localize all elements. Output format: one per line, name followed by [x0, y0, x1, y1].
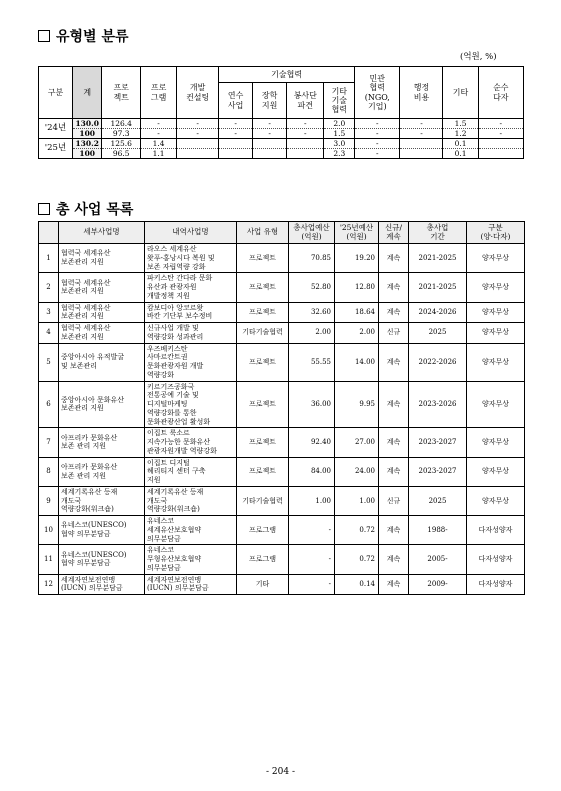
- header-tech-cooperation: 기술협력: [219, 67, 355, 83]
- value-cell: -: [219, 119, 253, 129]
- budget-2025-cell: 18.64: [335, 302, 379, 323]
- row-number-cell: 9: [39, 486, 59, 515]
- header-volunteer: 봉사단 파견: [287, 83, 324, 119]
- inner-project-name-cell: 캄보디아 앙코르왓 바칸 기단부 보수정비: [145, 302, 237, 323]
- sub-project-name-cell: 중앙아시아 문화유산 보존관리 지원: [59, 381, 145, 428]
- project-type-cell: 프로젝트: [237, 302, 289, 323]
- project-type-cell: 프로젝트: [237, 273, 289, 302]
- value-cell: 1.5: [324, 129, 355, 139]
- row-number-cell: 4: [39, 323, 59, 344]
- header-civil: 민관 협력 (NGO, 기업): [355, 67, 400, 119]
- header-no: [39, 222, 59, 244]
- header-other: 기타: [443, 67, 478, 119]
- total-budget-cell: -: [289, 574, 335, 595]
- budget-2025-cell: 14.00: [335, 343, 379, 381]
- row-number-cell: 7: [39, 428, 59, 457]
- classification-table: [38, 66, 524, 159]
- project-type-cell: 기타기술협력: [237, 486, 289, 515]
- section2-title-text: 총 사업 목록: [56, 202, 134, 218]
- value-cell: 96.5: [102, 149, 141, 159]
- inner-project-name-cell: 세계자연보전연맹 (IUCN) 의무분담금: [145, 574, 237, 595]
- status-cell: 계속: [379, 574, 409, 595]
- unit-label: (억원, %): [460, 52, 497, 62]
- project-type-cell: 프로그램: [237, 545, 289, 574]
- checkbox-square-icon: [38, 203, 50, 215]
- header-gubun: 구분: [39, 67, 73, 119]
- budget-2025-cell: 0.14: [335, 574, 379, 595]
- value-cell: -: [177, 129, 219, 139]
- project-type-cell: 프로젝트: [237, 381, 289, 428]
- row-number-cell: 3: [39, 302, 59, 323]
- budget-2025-cell: 12.80: [335, 273, 379, 302]
- table-row: [39, 244, 525, 273]
- table-row: [39, 486, 525, 515]
- value-cell: [177, 139, 219, 149]
- header-inner-project: 내역사업명: [145, 222, 237, 244]
- table-row: [39, 343, 525, 381]
- table-row: [39, 574, 525, 595]
- value-cell: -: [253, 119, 287, 129]
- budget-2025-cell: 24.00: [335, 457, 379, 486]
- project-type-cell: 프로젝트: [237, 244, 289, 273]
- total-budget-cell: 52.80: [289, 273, 335, 302]
- checkbox-square-icon: [38, 30, 50, 42]
- kind-cell: 다자성양자: [467, 574, 525, 595]
- header-sub-project: 세부사업명: [59, 222, 145, 244]
- kind-cell: 다자성양자: [467, 545, 525, 574]
- kind-cell: 양자무상: [467, 244, 525, 273]
- total-budget-cell: -: [289, 516, 335, 545]
- kind-cell: 양자무상: [467, 381, 525, 428]
- project-type-cell: 프로그램: [237, 516, 289, 545]
- sub-project-name-cell: 협력국 세계유산 보존관리 지원: [59, 244, 145, 273]
- value-cell: 1.4: [140, 139, 176, 149]
- value-cell: -: [355, 129, 400, 139]
- value-cell: 1.1: [140, 149, 176, 159]
- total-cell: 100: [72, 129, 101, 139]
- period-cell: 2021-2025: [409, 244, 467, 273]
- table-row: [39, 381, 525, 428]
- section2-title: [38, 199, 133, 219]
- project-type-cell: 프로젝트: [237, 343, 289, 381]
- value-cell: 2.3: [324, 149, 355, 159]
- total-cell: 100: [72, 149, 101, 159]
- row-number-cell: 12: [39, 574, 59, 595]
- header-budget-2025: '25년예산 (억원): [335, 222, 379, 244]
- inner-project-name-cell: 신규사업 개발 및 역량강화 성과관리: [145, 323, 237, 344]
- inner-project-name-cell: 라오스 세계유산 왓푸-홍낭시다 복원 및 보존 자립역량 강화: [145, 244, 237, 273]
- status-cell: 계속: [379, 545, 409, 574]
- table-row: [39, 428, 525, 457]
- status-cell: 계속: [379, 343, 409, 381]
- status-cell: 계속: [379, 428, 409, 457]
- period-cell: 2025: [409, 486, 467, 515]
- page-number: - 204 -: [266, 767, 295, 777]
- header-training: 연수 사업: [219, 83, 253, 119]
- status-cell: 계속: [379, 516, 409, 545]
- kind-cell: 양자무상: [467, 302, 525, 323]
- value-cell: 126.4: [102, 119, 141, 129]
- value-cell: -: [478, 129, 523, 139]
- project-type-cell: 프로젝트: [237, 428, 289, 457]
- header-project: 프로 젝트: [102, 67, 141, 119]
- sub-project-name-cell: 세계자연보전연맹 (IUCN) 의무분담금: [59, 574, 145, 595]
- table-row: [39, 323, 525, 344]
- budget-2025-cell: 2.00: [335, 323, 379, 344]
- budget-2025-cell: 1.00: [335, 486, 379, 515]
- header-tech-other: 기타 기술 협력: [324, 83, 355, 119]
- total-budget-cell: -: [289, 545, 335, 574]
- value-cell: -: [355, 139, 400, 149]
- budget-2025-cell: 0.72: [335, 516, 379, 545]
- sub-project-name-cell: 중앙아시아 유적발굴 및 보존관리: [59, 343, 145, 381]
- status-cell: 신규: [379, 486, 409, 515]
- sub-project-name-cell: 유네스코(UNESCO) 협약 의무분담금: [59, 545, 145, 574]
- value-cell: -: [219, 129, 253, 139]
- project-type-cell: 기타: [237, 574, 289, 595]
- header-period: 총사업 기간: [409, 222, 467, 244]
- row-number-cell: 6: [39, 381, 59, 428]
- period-cell: 2009-: [409, 574, 467, 595]
- status-cell: 계속: [379, 381, 409, 428]
- total-budget-cell: 70.85: [289, 244, 335, 273]
- period-cell: 2022-2026: [409, 343, 467, 381]
- period-cell: 2005-: [409, 545, 467, 574]
- total-budget-cell: 1.00: [289, 486, 335, 515]
- year-cell: '24년: [39, 119, 73, 139]
- value-cell: [177, 149, 219, 159]
- row-number-cell: 5: [39, 343, 59, 381]
- value-cell: [400, 149, 443, 159]
- kind-cell: 양자무상: [467, 273, 525, 302]
- total-budget-cell: 2.00: [289, 323, 335, 344]
- section1-title: [38, 26, 129, 46]
- value-cell: [253, 139, 287, 149]
- sub-project-name-cell: 협력국 세계유산 보존관리 지원: [59, 273, 145, 302]
- inner-project-name-cell: 세계기록유산 등재 개도국 역량강화(워크숍): [145, 486, 237, 515]
- budget-2025-cell: 0.72: [335, 545, 379, 574]
- total-budget-cell: 84.00: [289, 457, 335, 486]
- value-cell: -: [478, 119, 523, 129]
- table-row: [39, 139, 524, 149]
- value-cell: -: [355, 119, 400, 129]
- value-cell: 97.3: [102, 129, 141, 139]
- inner-project-name-cell: 이집트 룩소르 지속가능한 문화유산 관광자원개발 역량강화: [145, 428, 237, 457]
- value-cell: -: [140, 119, 176, 129]
- row-number-cell: 10: [39, 516, 59, 545]
- value-cell: -: [287, 129, 324, 139]
- sub-project-name-cell: 협력국 세계유산 보존관리 지원: [59, 302, 145, 323]
- period-cell: 2023-2026: [409, 381, 467, 428]
- value-cell: [478, 149, 523, 159]
- inner-project-name-cell: 유네스코 무형유산보호협약 의무분담금: [145, 545, 237, 574]
- period-cell: 2021-2025: [409, 273, 467, 302]
- header-program: 프로 그램: [140, 67, 176, 119]
- budget-2025-cell: 27.00: [335, 428, 379, 457]
- sub-project-name-cell: 아프리카 문화유산 보존 관리 지원: [59, 457, 145, 486]
- table-row: [39, 302, 525, 323]
- value-cell: [253, 149, 287, 159]
- total-budget-cell: 55.55: [289, 343, 335, 381]
- budget-2025-cell: 9.95: [335, 381, 379, 428]
- status-cell: 계속: [379, 302, 409, 323]
- sub-project-name-cell: 아프리카 문화유산 보존 관리 지원: [59, 428, 145, 457]
- total-budget-cell: 92.40: [289, 428, 335, 457]
- status-cell: 계속: [379, 457, 409, 486]
- table-row: [39, 129, 524, 139]
- total-cell: 130.0: [72, 119, 101, 129]
- table-row: [39, 545, 525, 574]
- period-cell: 2025: [409, 323, 467, 344]
- total-cell: 130.2: [72, 139, 101, 149]
- value-cell: [219, 149, 253, 159]
- table-row: [39, 119, 524, 129]
- value-cell: 125.6: [102, 139, 141, 149]
- value-cell: -: [400, 129, 443, 139]
- value-cell: [219, 139, 253, 149]
- header-type: 사업 유형: [237, 222, 289, 244]
- sub-project-name-cell: 세계기록유산 등재 개도국 역량강화(워크숍): [59, 486, 145, 515]
- project-type-cell: 기타기술협력: [237, 323, 289, 344]
- value-cell: [287, 139, 324, 149]
- header-status: 신규/ 계속: [379, 222, 409, 244]
- header-consulting: 개발 컨설팅: [177, 67, 219, 119]
- value-cell: 1.2: [443, 129, 478, 139]
- kind-cell: 양자무상: [467, 486, 525, 515]
- status-cell: 신규: [379, 323, 409, 344]
- year-cell: '25년: [39, 139, 73, 159]
- value-cell: 1.5: [443, 119, 478, 129]
- header-scholarship: 장학 지원: [253, 83, 287, 119]
- header-admin: 행정 비용: [400, 67, 443, 119]
- inner-project-name-cell: 우즈베키스탄 사마르칸트권 문화관광자원 개발 역량강화: [145, 343, 237, 381]
- header-total-budget: 총사업예산 (억원): [289, 222, 335, 244]
- total-budget-cell: 36.00: [289, 381, 335, 428]
- value-cell: 3.0: [324, 139, 355, 149]
- period-cell: 2024-2026: [409, 302, 467, 323]
- period-cell: 2023-2027: [409, 457, 467, 486]
- project-type-cell: 프로젝트: [237, 457, 289, 486]
- table-row: [39, 273, 525, 302]
- section1-title-text: 유형별 분류: [56, 29, 129, 45]
- value-cell: [287, 149, 324, 159]
- kind-cell: 다자성양자: [467, 516, 525, 545]
- value-cell: [478, 139, 523, 149]
- header-total: 계: [72, 67, 101, 119]
- value-cell: -: [355, 149, 400, 159]
- value-cell: -: [140, 129, 176, 139]
- header-multilateral: 순수 다자: [478, 67, 523, 119]
- total-budget-cell: 32.60: [289, 302, 335, 323]
- row-number-cell: 11: [39, 545, 59, 574]
- inner-project-name-cell: 이집트 디지털 헤리티지 센터 구축 지원: [145, 457, 237, 486]
- inner-project-name-cell: 파키스탄 간다라 문화 유산과 관광자원 개발정책 지원: [145, 273, 237, 302]
- value-cell: 0.1: [443, 149, 478, 159]
- status-cell: 계속: [379, 273, 409, 302]
- inner-project-name-cell: 키르기즈공화국 전통공예 기술 및 디지털마케팅 역량강화를 통한 문화관광산업 활성화: [145, 381, 237, 428]
- sub-project-name-cell: 협력국 세계유산 보존관리 지원: [59, 323, 145, 344]
- project-list-table: [38, 221, 525, 595]
- value-cell: 2.0: [324, 119, 355, 129]
- kind-cell: 양자무상: [467, 343, 525, 381]
- header-kind: 구분 (양·다자): [467, 222, 525, 244]
- value-cell: -: [177, 119, 219, 129]
- value-cell: -: [253, 129, 287, 139]
- value-cell: -: [287, 119, 324, 129]
- value-cell: 0.1: [443, 139, 478, 149]
- row-number-cell: 2: [39, 273, 59, 302]
- budget-2025-cell: 19.20: [335, 244, 379, 273]
- table-row: [39, 149, 524, 159]
- row-number-cell: 8: [39, 457, 59, 486]
- period-cell: 2023-2027: [409, 428, 467, 457]
- inner-project-name-cell: 유네스코 세계유산보호협약 의무분담금: [145, 516, 237, 545]
- status-cell: 계속: [379, 244, 409, 273]
- period-cell: 1988-: [409, 516, 467, 545]
- kind-cell: 양자무상: [467, 457, 525, 486]
- value-cell: [400, 139, 443, 149]
- sub-project-name-cell: 유네스코(UNESCO) 협약 의무분담금: [59, 516, 145, 545]
- kind-cell: 양자무상: [467, 323, 525, 344]
- value-cell: -: [400, 119, 443, 129]
- table-row: [39, 457, 525, 486]
- row-number-cell: 1: [39, 244, 59, 273]
- kind-cell: 양자무상: [467, 428, 525, 457]
- table-row: [39, 516, 525, 545]
